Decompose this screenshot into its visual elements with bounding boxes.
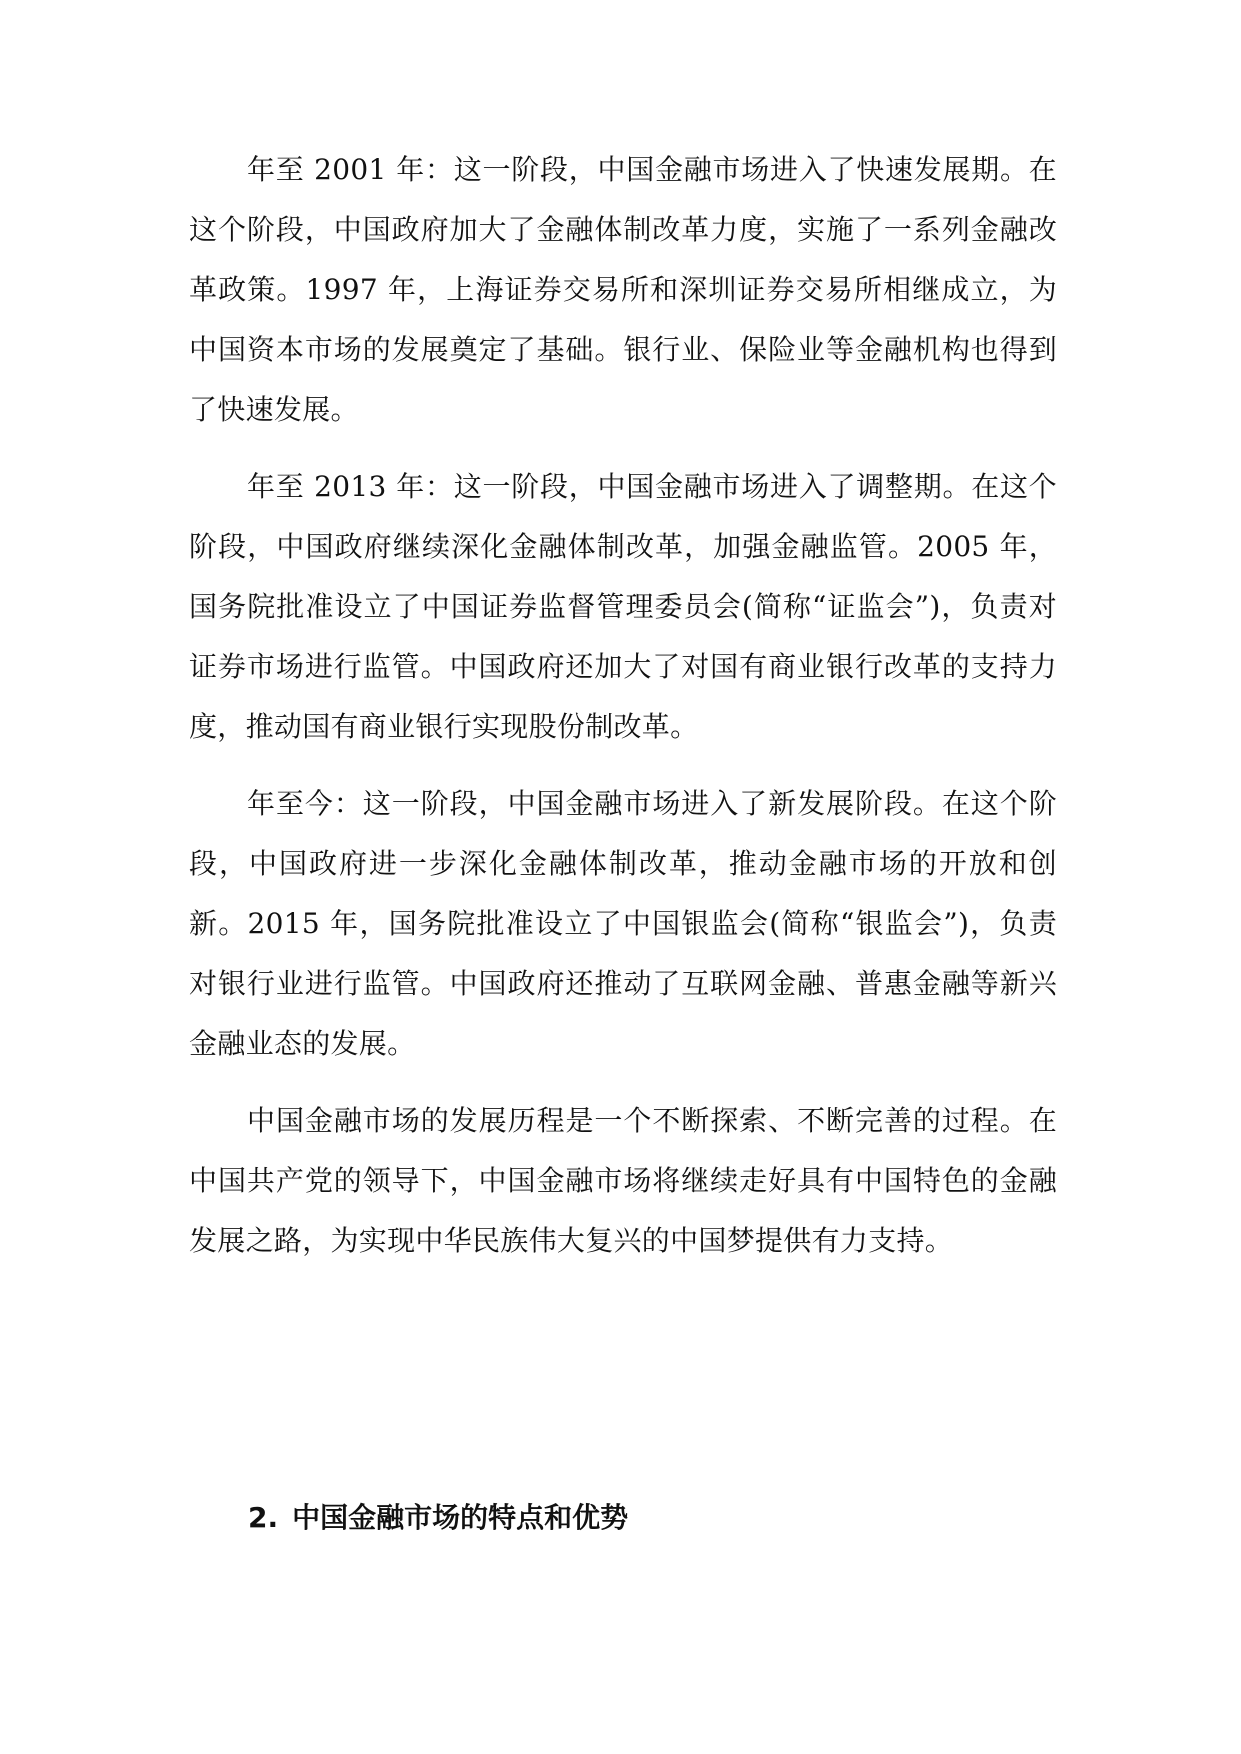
paragraph-2002-2013: 年至 2013 年：这一阶段，中国金融市场进入了调整期。在这个阶段，中国政府继续深化金融体制改革，加强金融监管。2005 年，国务院批准设立了中国证券监督管理委员会(简称“证监会”)，负责对证券市场进行监管。中国政府还加大了对国有商业银行改革的支持力度，推动国有商业银行实现股份制改革。	[189, 470, 1057, 743]
paragraph-1997-2001: 年至 2001 年：这一阶段，中国金融市场进入了快速发展期。在这个阶段，中国政府加大了金融体制改革力度，实施了一系列金融改革政策。1997 年，上海证券交易所和深圳证券交易所相继成立，为中国资本市场的发展奠定了基础。银行业、保险业等金融机构也得到了快速发展。	[189, 153, 1057, 426]
section-heading	[248, 1498, 628, 1538]
paragraph-summary: 中国金融市场的发展历程是一个不断探索、不断完善的过程。在中国共产党的领导下，中国金融市场将继续走好具有中国特色的金融发展之路，为实现中华民族伟大复兴的中国梦提供有力支持。	[189, 1104, 1057, 1257]
paragraph-2014-present: 年至今：这一阶段，中国金融市场进入了新发展阶段。在这个阶段，中国政府进一步深化金融体制改革，推动金融市场的开放和创新。2015 年，国务院批准设立了中国银监会(简称“银监会”)，负责对银行业进行监管。中国政府还推动了互联网金融、普惠金融等新兴金融业态的发展。	[189, 787, 1057, 1060]
body-text	[189, 140, 1057, 1288]
section-number: 2.	[248, 1501, 279, 1534]
section-title: 中国金融市场的特点和优势	[292, 1501, 629, 1534]
